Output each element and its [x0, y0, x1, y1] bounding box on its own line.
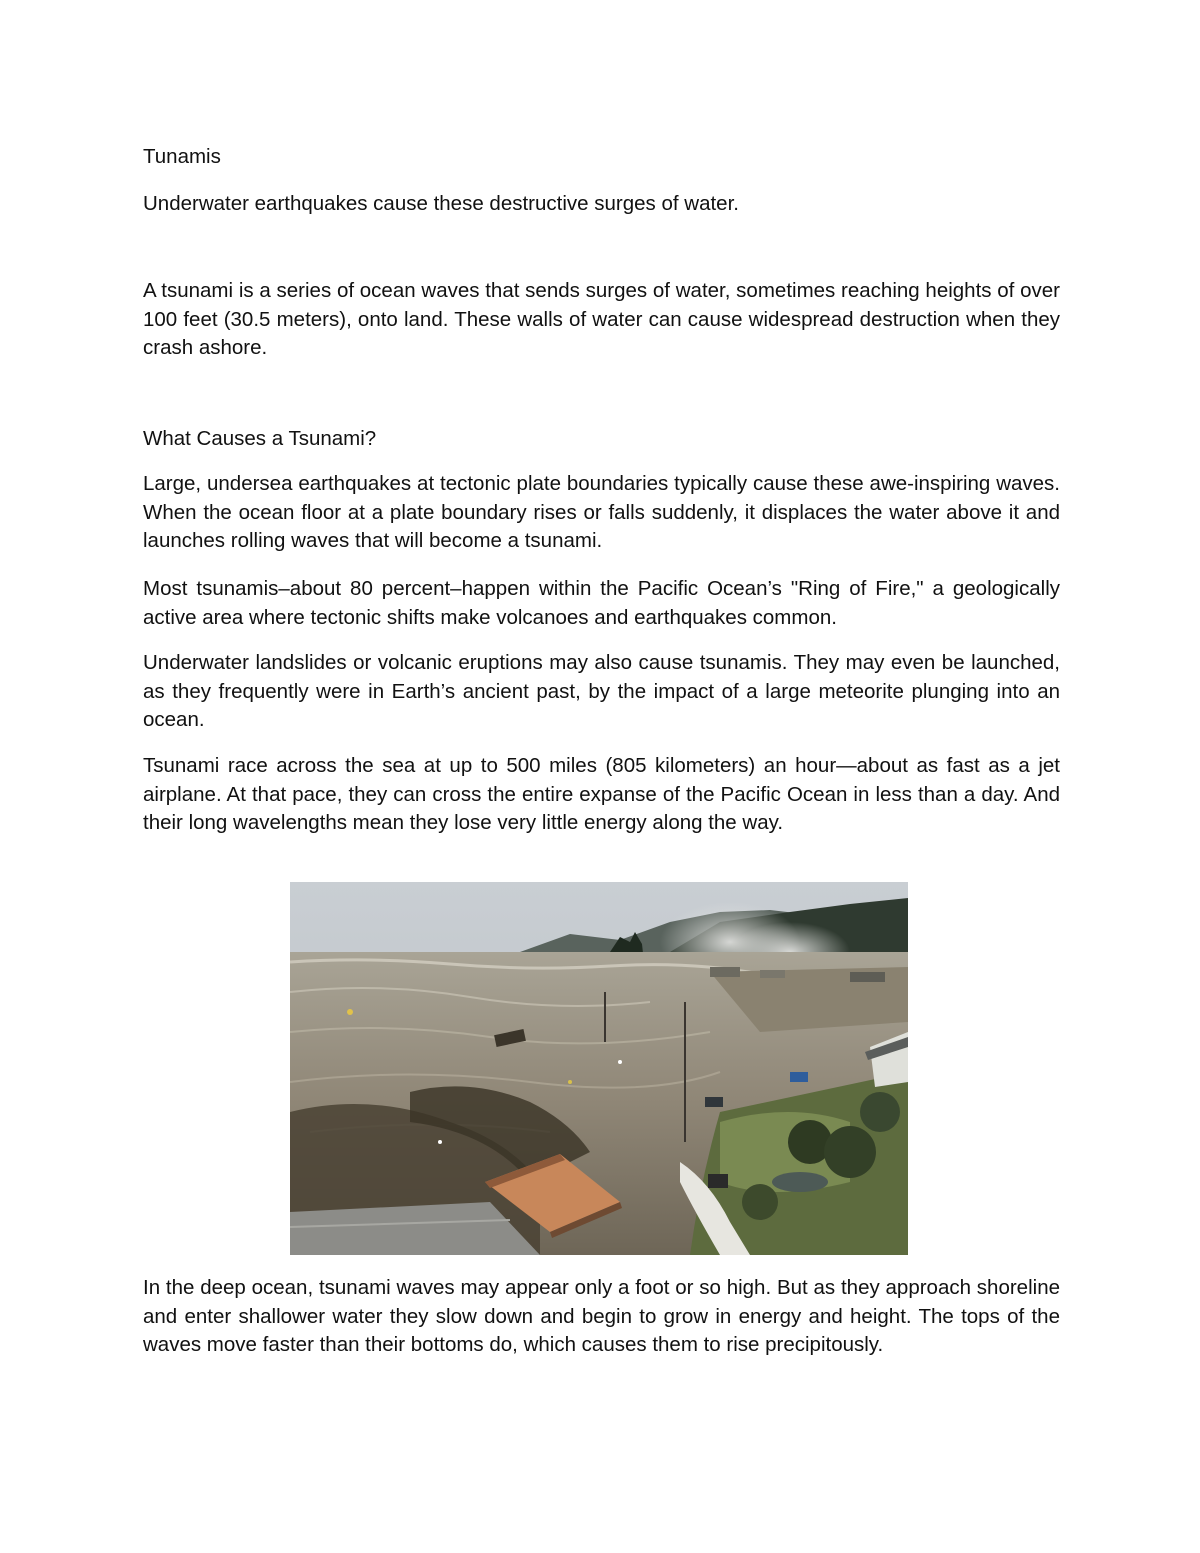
tsunami-photo — [290, 882, 908, 1255]
body-paragraph: Underwater landslides or volcanic eruptions may also cause tsunamis. They may even be launched, as they frequently were in Earth’s ancient past, by the impact of a large meteorite plunging into an ocean. — [143, 651, 1060, 732]
intro-paragraph: A tsunami is a series of ocean waves that sends surges of water, sometimes reaching heights of over 100 feet (30.5 meters), onto land. These walls of water can cause widespread destruction when they crash ashore. — [143, 279, 1060, 360]
tsunami-photo-illustration — [290, 882, 908, 1255]
document-subtitle: Underwater earthquakes cause these destructive surges of water. — [143, 192, 739, 215]
document-title: Tunamis — [143, 145, 221, 168]
body-paragraph: Most tsunamis–about 80 percent–happen within the Pacific Ocean’s "Ring of Fire," a geologically active area where tectonic shifts make volcanoes and earthquakes common. — [143, 577, 1060, 629]
closing-paragraph: In the deep ocean, tsunami waves may appear only a foot or so high. But as they approach shoreline and enter shallower water they slow down and begin to grow in energy and height. The tops of the waves move faster than their bottoms do, which causes them to rise precipitously. — [143, 1276, 1060, 1357]
body-paragraph: Large, undersea earthquakes at tectonic plate boundaries typically cause these awe-inspiring waves. When the ocean floor at a plate boundary rises or falls suddenly, it displaces the water above it and launches rolling waves that will become a tsunami. — [143, 472, 1060, 553]
body-paragraph: Tsunami race across the sea at up to 500 miles (805 kilometers) an hour—about as fast as a jet airplane. At that pace, they can cross the entire expanse of the Pacific Ocean in less than a day. And their long wavelengths mean they lose very little energy along the way. — [143, 754, 1060, 835]
section-heading: What Causes a Tsunami? — [143, 427, 377, 450]
